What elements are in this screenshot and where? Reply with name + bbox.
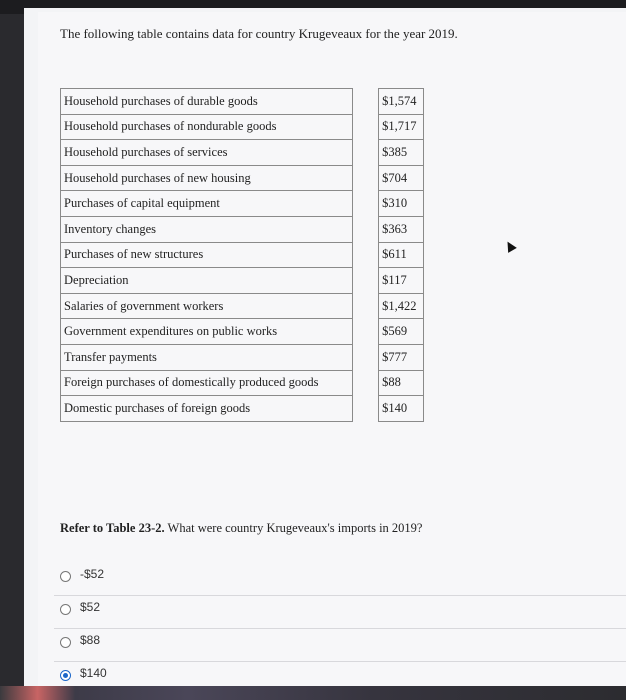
table-row — [61, 268, 424, 294]
table-row-label: Government expenditures on public works — [61, 319, 353, 345]
table-row-label: Household purchases of durable goods — [61, 89, 353, 115]
table-row — [61, 89, 424, 115]
answer-option-label[interactable]: -$52 — [80, 567, 105, 581]
table-row-label: Foreign purchases of domestically produced goods — [61, 370, 353, 396]
table-row — [61, 396, 424, 422]
question-panel — [38, 12, 626, 694]
table-row-label: Inventory changes — [61, 216, 353, 242]
answer-option-label[interactable]: $52 — [80, 600, 101, 614]
radio-button-icon[interactable] — [60, 571, 71, 582]
table-row-value: $363 — [379, 216, 424, 242]
table-row-value: $569 — [379, 319, 424, 345]
radio-button-icon[interactable] — [60, 604, 71, 615]
table-row-gap — [353, 344, 379, 370]
table-row-value: $385 — [379, 140, 424, 166]
table-row-value: $310 — [379, 191, 424, 217]
table-row-gap — [353, 89, 379, 115]
table-row — [61, 370, 424, 396]
table-row-label: Salaries of government workers — [61, 293, 353, 319]
radio-button-icon[interactable] — [60, 670, 71, 681]
table-row-value: $88 — [379, 370, 424, 396]
table-row-value: $1,422 — [379, 293, 424, 319]
table-row-gap — [353, 114, 379, 140]
gdp-data-table — [60, 88, 424, 422]
question-text — [60, 521, 422, 536]
table-row-value: $611 — [379, 242, 424, 268]
table-row-label: Household purchases of nondurable goods — [61, 114, 353, 140]
table-row — [61, 191, 424, 217]
table-row — [61, 344, 424, 370]
device-bottom-edge — [0, 686, 626, 700]
question-reference: Refer to Table 23-2. — [60, 521, 165, 535]
table-row-gap — [353, 140, 379, 166]
table-row-gap — [353, 396, 379, 422]
table-row-value: $704 — [379, 165, 424, 191]
table-row-gap — [353, 216, 379, 242]
table-row-label: Household purchases of new housing — [61, 165, 353, 191]
question-body: What were country Krugeveaux's imports in 2019? — [164, 521, 423, 535]
table-row — [61, 114, 424, 140]
table-row-label: Depreciation — [61, 268, 353, 294]
screen — [24, 8, 626, 694]
table-row-gap — [353, 242, 379, 268]
table-intro-text: The following table contains data for country Krugeveaux for the year 2019. — [60, 26, 458, 41]
radio-button-icon[interactable] — [60, 637, 71, 648]
answer-option-2[interactable] — [54, 595, 626, 629]
table-row-value: $140 — [379, 396, 424, 422]
table-row-value: $777 — [379, 344, 424, 370]
table-row — [61, 165, 424, 191]
table-row-gap — [353, 370, 379, 396]
answer-option-label[interactable]: $88 — [80, 633, 101, 647]
table-row — [61, 242, 424, 268]
table-row-value: $1,574 — [379, 89, 424, 115]
table-row-gap — [353, 165, 379, 191]
table-row-label: Household purchases of services — [61, 140, 353, 166]
table-row-gap — [353, 191, 379, 217]
table-row — [61, 216, 424, 242]
table-row — [61, 293, 424, 319]
table-row-value: $1,717 — [379, 114, 424, 140]
table-row-gap — [353, 293, 379, 319]
table-row — [61, 319, 424, 345]
table-row-label: Domestic purchases of foreign goods — [61, 396, 353, 422]
answer-option-3[interactable] — [54, 628, 626, 662]
answer-option-label[interactable]: $140 — [80, 666, 107, 680]
table-row-gap — [353, 268, 379, 294]
table-row-label: Purchases of capital equipment — [61, 191, 353, 217]
table-row — [61, 140, 424, 166]
table-row-label: Purchases of new structures — [61, 242, 353, 268]
table-row-gap — [353, 319, 379, 345]
table-row-value: $117 — [379, 268, 424, 294]
answer-option-1[interactable] — [54, 562, 626, 596]
table-row-label: Transfer payments — [61, 344, 353, 370]
